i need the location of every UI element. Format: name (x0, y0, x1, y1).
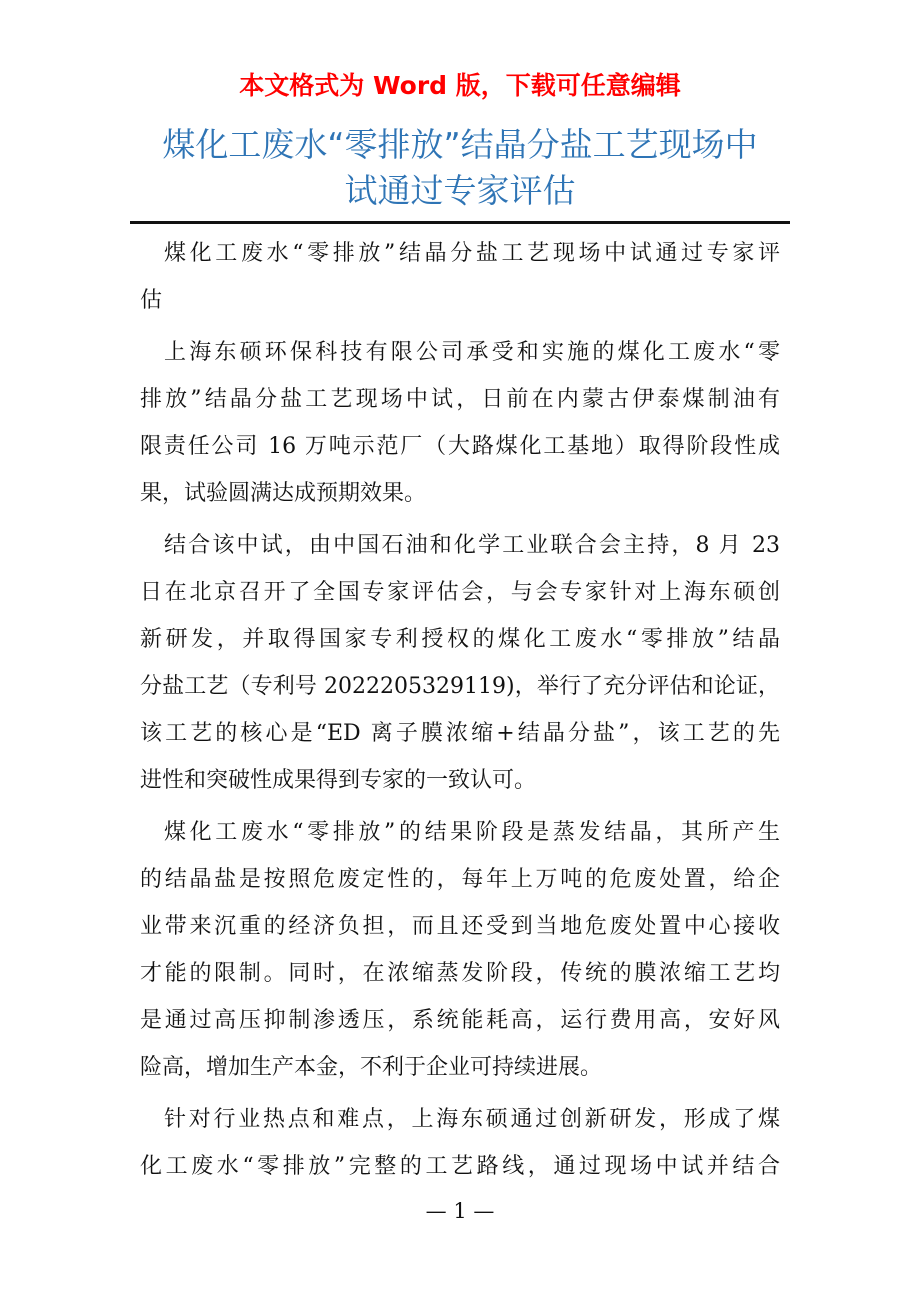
paragraph-line: 估 (140, 288, 163, 313)
document-title (130, 122, 790, 214)
paragraph-line: 煤化工废水“零排放”的结果阶段是蒸发结晶，其所产生 (164, 820, 780, 845)
paragraph-line: 日在北京召开了全国专家评估会，与会专家针对上海东硕创 (140, 580, 780, 605)
paragraph (140, 809, 780, 1091)
paragraph (140, 329, 780, 517)
paragraph-line: 上海东硕环保科技有限公司承受和实施的煤化工废水“零 (164, 340, 780, 365)
document-body (140, 230, 780, 1195)
paragraph (140, 522, 780, 804)
paragraph-line: 限责任公司 16 万吨示范厂（大路煤化工基地）取得阶段性成 (140, 434, 780, 459)
paragraph-line: 该工艺的核心是“ED 离子膜浓缩+结晶分盐”，该工艺的先 (140, 721, 780, 746)
paragraph-line: 排放”结晶分盐工艺现场中试，日前在内蒙古伊泰煤制油有 (140, 387, 780, 412)
title-line: 试通过专家评估 (344, 171, 576, 210)
paragraph-line: 的结晶盐是按照危废定性的，每年上万吨的危废处置，给企 (140, 867, 780, 892)
paragraph-line: 是通过高压抑制渗透压，系统能耗高，运行费用高，安好风 (140, 1008, 780, 1033)
paragraph-line: 果，试验圆满达成预期效果。 (140, 481, 427, 506)
paragraph-line: 业带来沉重的经济负担，而且还受到当地危废处置中心接收 (140, 914, 780, 939)
paragraph-line: 才能的限制。同时，在浓缩蒸发阶段，传统的膜浓缩工艺均 (140, 961, 780, 986)
paragraph-line: 分盐工艺（专利号 2022205329119)，举行了充分评估和论证， (140, 674, 780, 699)
paragraph-line: 险高，增加生产本金，不利于企业可持续进展。 (140, 1055, 603, 1080)
paragraph-line: 煤化工废水“零排放”结晶分盐工艺现场中试通过专家评 (164, 241, 780, 266)
page-number: — 1 — (425, 1199, 495, 1223)
paragraph-line: 进性和突破性成果得到专家的一致认可。 (140, 768, 537, 793)
paragraph (140, 230, 780, 324)
paragraph (140, 1096, 780, 1190)
paragraph-line: 针对行业热点和难点，上海东硕通过创新研发，形成了煤 (164, 1107, 780, 1132)
title-divider (130, 221, 790, 224)
paragraph-line: 新研发，并取得国家专利授权的煤化工废水“零排放”结晶 (140, 627, 780, 652)
paragraph-line: 化工废水“零排放”完整的工艺路线，通过现场中试并结合 (140, 1154, 780, 1179)
download-notice: 本文格式为 Word 版，下载可任意编辑 (239, 71, 681, 100)
title-line: 煤化工废水“零排放”结晶分盐工艺现场中 (162, 125, 758, 164)
paragraph-line: 结合该中试，由中国石油和化学工业联合会主持，8 月 23 (164, 533, 780, 558)
